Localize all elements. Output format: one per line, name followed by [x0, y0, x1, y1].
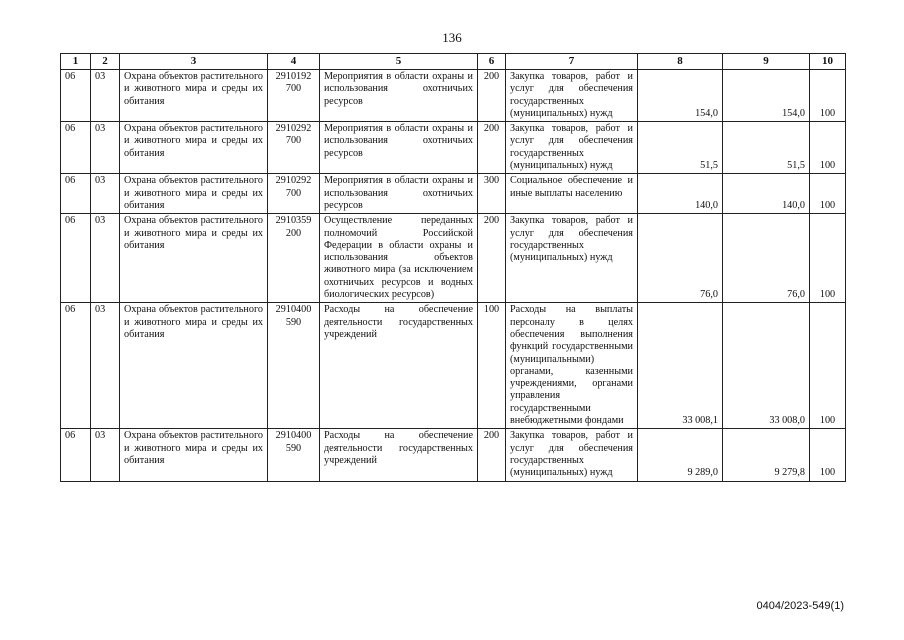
planned-amount: 140,0: [638, 174, 723, 214]
subsection-name: Охрана объектов растительного и животного мира и среды их обитания: [120, 214, 268, 303]
expense-type-name: Закупка товаров, работ и услуг для обеспечения государственных (муниципальных) нужд: [506, 122, 638, 174]
subsection-code: 03: [91, 174, 120, 214]
page-number: 136: [442, 30, 462, 45]
executed-amount: 9 279,8: [723, 429, 810, 481]
column-header: 9: [723, 54, 810, 70]
execution-percent: 100: [810, 174, 846, 214]
expense-type-code: 200: [478, 70, 506, 122]
target-article-code: 2910359 200: [268, 214, 320, 303]
planned-amount: 154,0: [638, 70, 723, 122]
table-row: [61, 214, 846, 303]
target-article-code: 2910192 700: [268, 70, 320, 122]
column-header: 4: [268, 54, 320, 70]
target-article-name: Расходы на обеспечение деятельности государственных учреждений: [320, 303, 478, 429]
section-code: 06: [61, 214, 91, 303]
expense-type-name: Закупка товаров, работ и услуг для обеспечения государственных (муниципальных) нужд: [506, 70, 638, 122]
table-row: [61, 174, 846, 214]
section-code: 06: [61, 174, 91, 214]
subsection-name: Охрана объектов растительного и животного мира и среды их обитания: [120, 303, 268, 429]
expense-type-code: 100: [478, 303, 506, 429]
executed-amount: 76,0: [723, 214, 810, 303]
target-article-code: 2910400 590: [268, 303, 320, 429]
section-code: 06: [61, 122, 91, 174]
column-header: 6: [478, 54, 506, 70]
target-article-name: Мероприятия в области охраны и использования охотничьих ресурсов: [320, 70, 478, 122]
target-article-name: Мероприятия в области охраны и использования охотничьих ресурсов: [320, 174, 478, 214]
column-header: 10: [810, 54, 846, 70]
target-article-name: Расходы на обеспечение деятельности государственных учреждений: [320, 429, 478, 481]
expense-type-code: 200: [478, 122, 506, 174]
expense-type-code: 200: [478, 214, 506, 303]
target-article-name: Осуществление переданных полномочий Российской Федерации в области охраны и использования объектов животного мира (за исключением охотничьих ресурсов и водных биологических ресурсов): [320, 214, 478, 303]
table-row: [61, 303, 846, 429]
table-row: [61, 122, 846, 174]
table-row: [61, 70, 846, 122]
expense-type-code: 200: [478, 429, 506, 481]
section-code: 06: [61, 70, 91, 122]
target-article-code: 2910292 700: [268, 174, 320, 214]
column-header: 3: [120, 54, 268, 70]
subsection-code: 03: [91, 70, 120, 122]
planned-amount: 76,0: [638, 214, 723, 303]
expense-type-name: Расходы на выплаты персоналу в целях обеспечения выполнения функций государственными (муниципальными) органами, казенными учреждениями, органами управления государственными внебюджетными фондами: [506, 303, 638, 429]
header-row: [61, 54, 846, 70]
executed-amount: 51,5: [723, 122, 810, 174]
executed-amount: 154,0: [723, 70, 810, 122]
column-header: 5: [320, 54, 478, 70]
planned-amount: 9 289,0: [638, 429, 723, 481]
column-header: 8: [638, 54, 723, 70]
planned-amount: 33 008,1: [638, 303, 723, 429]
executed-amount: 33 008,0: [723, 303, 810, 429]
planned-amount: 51,5: [638, 122, 723, 174]
subsection-code: 03: [91, 122, 120, 174]
subsection-name: Охрана объектов растительного и животного мира и среды их обитания: [120, 70, 268, 122]
execution-percent: 100: [810, 303, 846, 429]
expense-type-name: Социальное обеспечение и иные выплаты населению: [506, 174, 638, 214]
subsection-name: Охрана объектов растительного и животного мира и среды их обитания: [120, 174, 268, 214]
column-header: 2: [91, 54, 120, 70]
column-header: 1: [61, 54, 91, 70]
target-article-code: 2910292 700: [268, 122, 320, 174]
executed-amount: 140,0: [723, 174, 810, 214]
section-code: 06: [61, 303, 91, 429]
subsection-code: 03: [91, 303, 120, 429]
execution-percent: 100: [810, 429, 846, 481]
subsection-name: Охрана объектов растительного и животного мира и среды их обитания: [120, 429, 268, 481]
subsection-name: Охрана объектов растительного и животного мира и среды их обитания: [120, 122, 268, 174]
expense-type-code: 300: [478, 174, 506, 214]
execution-percent: 100: [810, 122, 846, 174]
execution-percent: 100: [810, 214, 846, 303]
target-article-code: 2910400 590: [268, 429, 320, 481]
subsection-code: 03: [91, 429, 120, 481]
document-code: 0404/2023-549(1): [756, 600, 844, 612]
column-header: 7: [506, 54, 638, 70]
expense-type-name: Закупка товаров, работ и услуг для обеспечения государственных (муниципальных) нужд: [506, 429, 638, 481]
budget-table: [60, 53, 846, 482]
execution-percent: 100: [810, 70, 846, 122]
target-article-name: Мероприятия в области охраны и использования охотничьих ресурсов: [320, 122, 478, 174]
table-row: [61, 429, 846, 481]
subsection-code: 03: [91, 214, 120, 303]
expense-type-name: Закупка товаров, работ и услуг для обеспечения государственных (муниципальных) нужд: [506, 214, 638, 303]
section-code: 06: [61, 429, 91, 481]
